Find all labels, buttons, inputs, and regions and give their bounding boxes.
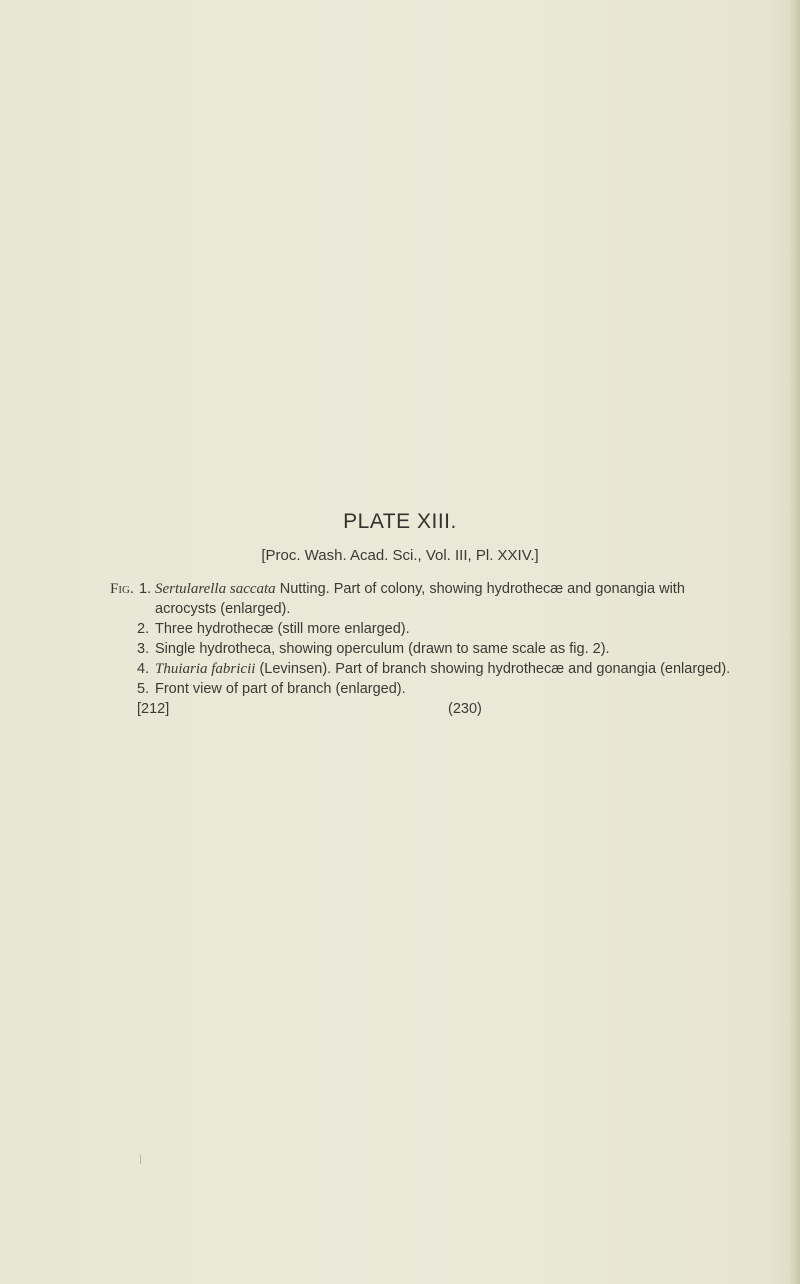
figure-number: 1. bbox=[139, 581, 152, 597]
figure-entry-3 bbox=[110, 639, 750, 659]
figure-number: 5. bbox=[137, 681, 150, 697]
figure-caption: Three hydrothecæ (still more enlarged). bbox=[155, 621, 410, 637]
species-name: Thuiaria fabricii bbox=[155, 661, 256, 677]
figure-entry-1 bbox=[110, 579, 750, 619]
figure-caption: Front view of part of branch (enlarged). bbox=[155, 681, 406, 697]
species-name: Sertularella saccata bbox=[155, 581, 276, 597]
page-number-left: [212] bbox=[137, 701, 170, 717]
figure-entry-2 bbox=[110, 619, 750, 639]
fig-label: Fig. bbox=[110, 581, 134, 597]
figure-entry-5 bbox=[110, 679, 750, 699]
figure-entry-4 bbox=[110, 659, 750, 679]
figure-number: 4. bbox=[137, 661, 150, 677]
figure-list bbox=[110, 579, 750, 719]
figure-number: 2. bbox=[137, 621, 150, 637]
paper-speck bbox=[140, 1155, 141, 1164]
figure-caption: Nutting. Part of colony, showing hydrothecæ and gonangia with acrocysts (enlarged). bbox=[155, 581, 685, 617]
figure-caption: (Levinsen). Part of branch showing hydrothecæ and gonangia (enlarged). bbox=[255, 661, 731, 677]
plate-citation: [Proc. Wash. Acad. Sci., Vol. III, Pl. XXIV.] bbox=[261, 547, 539, 564]
page-edge-shadow bbox=[790, 0, 800, 1284]
page-number-right: (230) bbox=[448, 701, 482, 717]
figure-number: 3. bbox=[137, 641, 150, 657]
figure-caption: Single hydrotheca, showing operculum (drawn to same scale as fig. 2). bbox=[155, 641, 610, 657]
plate-title: PLATE XIII. bbox=[343, 510, 457, 533]
page-numbers bbox=[110, 699, 750, 719]
